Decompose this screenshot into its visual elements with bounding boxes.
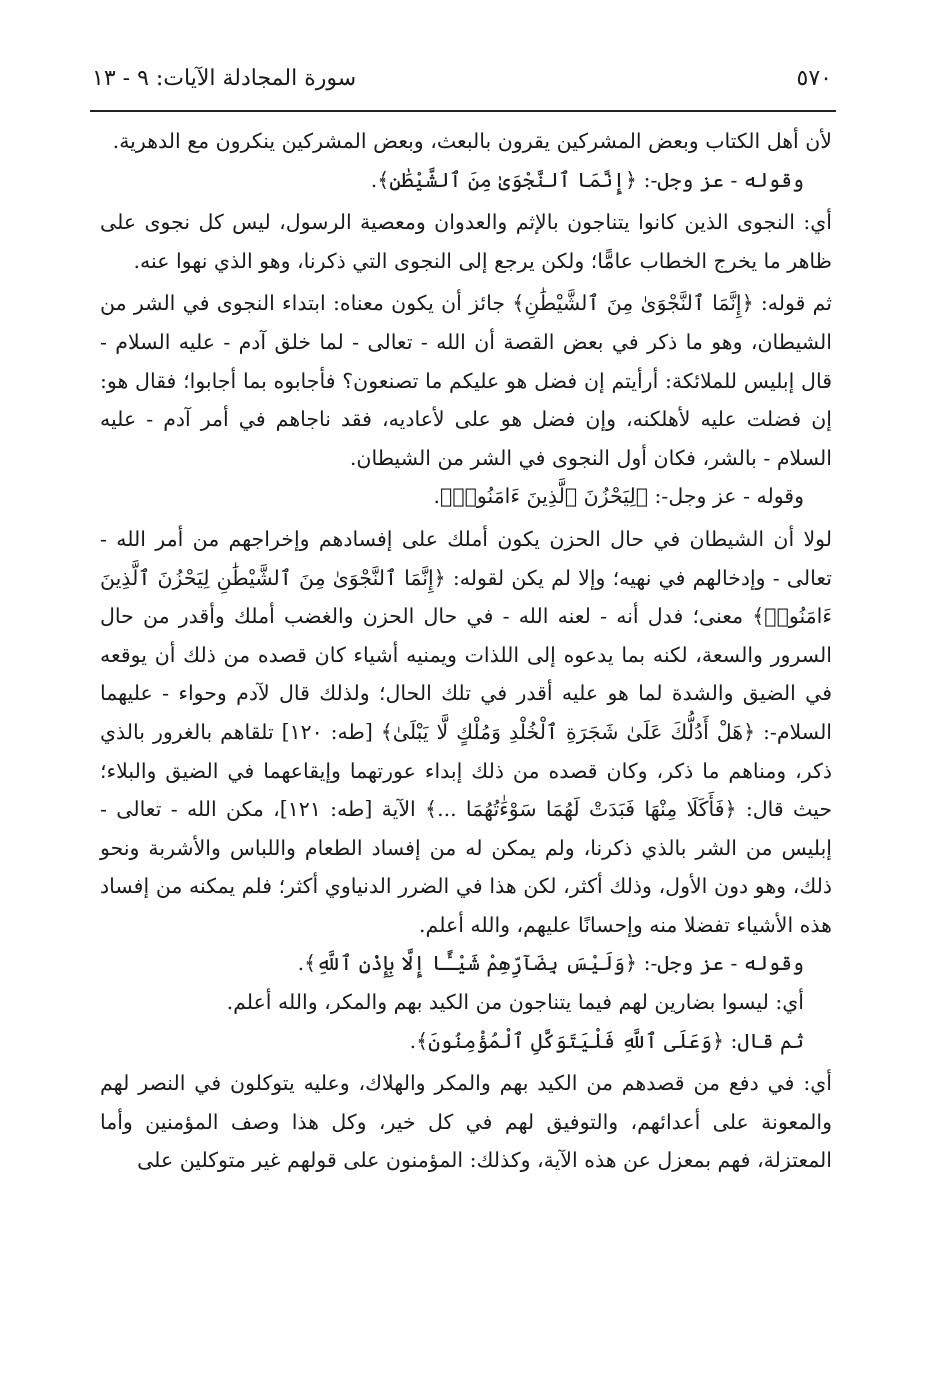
paragraph: لولا أن الشيطان في حال الحزن يكون أملك على إفسادهم وإخراجهم من أمر الله - تعالى - وإدخالهم في نهيه؛ وإلا لم يكن لقوله: ﴿إِنَّمَا ٱلنَّجْوَىٰ مِنَ ٱلشَّيْطَٰنِ لِيَحْزُنَ ٱلَّذِينَ ءَامَنُوا۟﴾ معنى؛ فدل أنه - لعنه الله - في حال الحزن والغضب أملك وأقدر من حال السرور والسعة، لكنه بما يدعوه إلى اللذات ويمنيه أشياء كان قصده من ذلك أن يوقعه في الضيق والشدة لما هو عليه أقدر في تلك الحال؛ ولذلك قال لآدم وحواء - عليهما السلام-: ﴿هَلْ أَدُلُّكَ عَلَىٰ شَجَرَةِ ٱلْخُلْدِ وَمُلْكٍ لَّا يَبْلَىٰ﴾ [طه: ١٢٠] تلقاهم بالغرور بالذي ذكر، ومناهم ما ذكر، وكان قصده من ذلك إبداء عورتهما وإيقاعهما في الضيق والبلاء؛ حيث قال: ﴿فَأَكَلَا مِنْهَا فَبَدَتْ لَهُمَا سَوْءَٰتُهُمَا ...﴾ الآية [طه: ١٢١]، مكن الله - تعالى - إبليس من الشر بالذي ذكرنا، ولم يمكن له من إفساد الطعام واللباس والأشربة ونحو ذلك، وهو دون الأول، وذلك أكثر، لكن هذا في الضرر الدنياوي أكثر؛ فلم يمكنه من إفساد هذه الأشياء تفضلا منه وإحسانًا عليهم، والله أعلم. [100,526,833,937]
paragraph: وقوله - عز وجل-: ﴿إِنَّمَا ٱلنَّجْوَىٰ مِنَ ٱلشَّيْطَٰنِ﴾. [370,167,804,192]
paragraph: وقوله - عز وجل-: ﴿لِيَحْزُنَ ٱلَّذِينَ ءَامَنُوا۟﴾. [433,484,804,509]
paragraph: ثم قوله: ﴿إِنَّمَا ٱلنَّجْوَىٰ مِنَ ٱلشَّيْطَٰنِ﴾ جائز أن يكون معناه: ابتداء النجوى في الشر من الشيطان، وهو ما ذكر في بعض القصة أن الله - تعالى - لما خلق آدم - عليه السلام - قال إبليس للملائكة: أرأيتم إن فضل هو عليكم ما تصنعون؟ فأجابوه بما أجابوا؛ فقال هو: إن فضلت عليه لأهلكنه، وإن فضل هو على لأعاديه، فقد ناجاهم في أمر آدم - عليه السلام - بالشر، فكان أول النجوى في الشر من الشيطان. [100,291,832,470]
paragraph: ثم قال: ﴿وَعَلَى ٱللَّهِ فَلْيَتَوَكَّلِ ٱلْمُؤْمِنُونَ﴾. [409,1028,804,1053]
surah-title: سورة المجادلة الآيات: ٩ - ١٣ [92,65,357,91]
running-header [92,58,832,98]
header-divider [90,110,836,112]
paragraph: لأن أهل الكتاب وبعض المشركين يقرون بالبعث، وبعض المشركين ينكرون مع الدهرية. [112,129,832,153]
page-number: ٥٧٠ [796,65,832,91]
paragraph: أي: ليسوا بضارين لهم فيما يتناجون من الكيد بهم والمكر، والله أعلم. [226,990,804,1015]
paragraph: أي: في دفع من قصدهم من الكيد بهم والمكر والهلاك، وعليه يتوكلون في النصر لهم والمعونة على أعدائهم، والتوفيق لهم في كل خير، وكل هذا وصف المؤمنين وأما المعتزلة، فهم بمعزل عن هذه الآية، وكذلك: المؤمنون على قولهم غير متوكلين على [100,1071,832,1173]
paragraph: وقوله - عز وجل-: ﴿وَلَيْسَ بِضَآرِّهِمْ شَيْـًٔا إِلَّا بِإِذْنِ ٱللَّهِ﴾. [297,951,804,976]
paragraph: أي: النجوى الذين كانوا يتناجون بالإثم والعدوان ومعصية الرسول، ليس كل نجوى على ظاهر ما يخرج الخطاب عامًّا؛ ولكن يرجع إلى النجوى التي ذكرنا، وهو الذي نهوا عنه. [100,210,832,273]
page-body [100,122,832,1180]
